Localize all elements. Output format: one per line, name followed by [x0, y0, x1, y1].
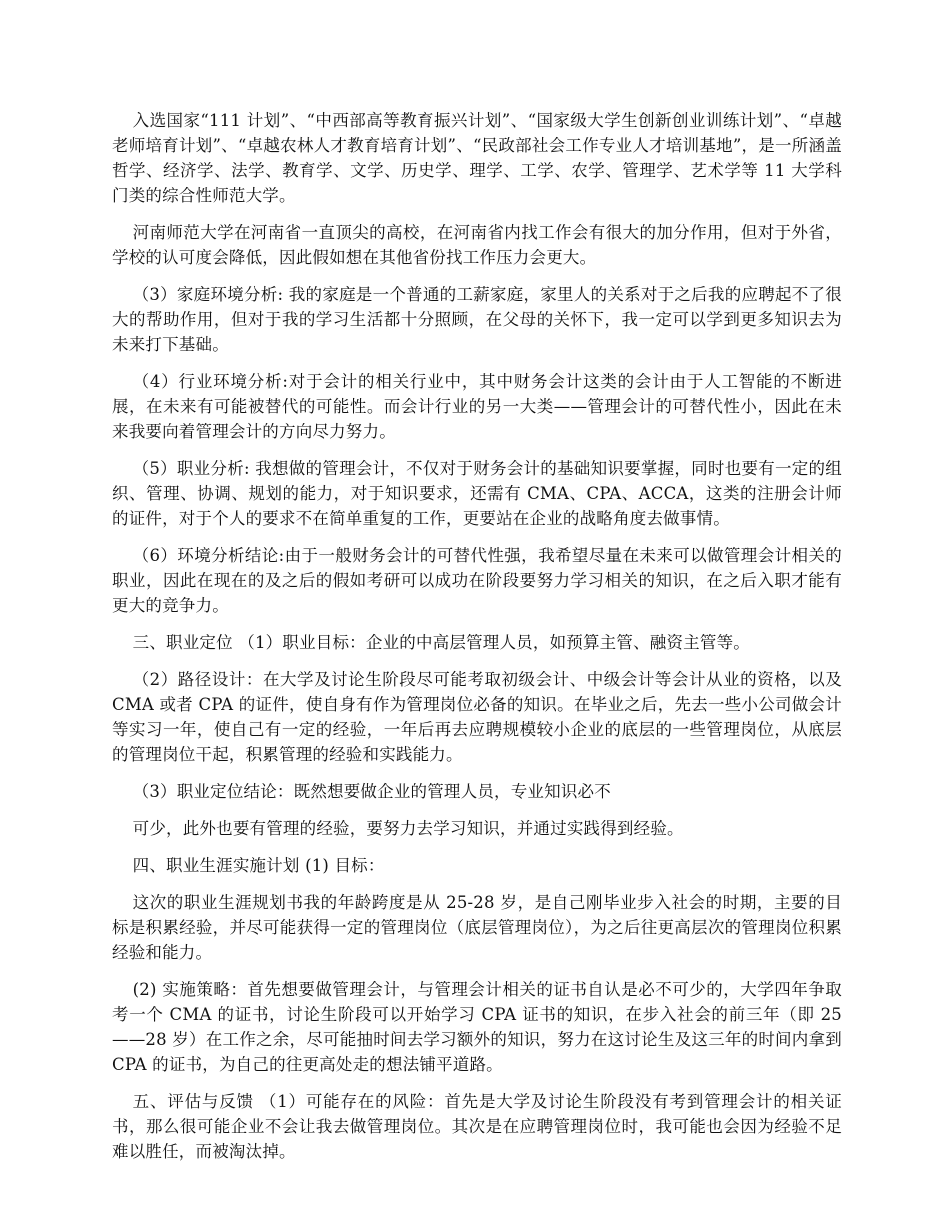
paragraph-path-design: （2）路径设计：在大学及讨论生阶段尽可能考取初级会计、中级会计等会计从业的资格，以及 CMA 或者 CPA 的证件，使自身有作为管理岗位必备的知识。在毕业之后，先去一些小公司做会计等实习一年，使自己有一定的经验，一年后再去应聘规模较小企业的底层的一些管理岗位，从底层的管理岗位干起，积累管理的经验和实践能力。 — [112, 670, 842, 764]
paragraph-school-intro: 入选国家“111 计划”、“中西部高等教育振兴计划”、“国家级大学生创新创业训练计划”、“卓越老师培育计划”、“卓越农林人才教育培育计划”、“民政部社会工作专业人才培训基地”，是一所涵盖哲学、经济学、法学、教育学、文学、历史学、理学、工学、农学、管理学、艺术学等 11 大学科门类的综合性师范大学。 — [112, 111, 842, 205]
paragraph-career-analysis: （5）职业分析: 我想做的管理会计，不仅对于财务会计的基础知识要掌握，同时也要有一定的组织、管理、协调、规划的能力，对于知识要求，还需有 CMA、CPA、ACCA，这类的注册会计师的证件，对于个人的要求不在简单重复的工作，更要站在企业的战略角度去做事情。 — [112, 459, 842, 528]
document-body — [112, 108, 842, 1176]
paragraph-industry-analysis: （4）行业环境分析:对于会计的相关行业中，其中财务会计这类的会计由于人工智能的不断进展，在未来有可能被替代的可能性。而会计行业的另一大类——管理会计的可替代性小，因此在未来我要向着管理会计的方向尽力努力。 — [112, 372, 842, 441]
paragraph-positioning-conclusion: （3）职业定位结论：既然想要做企业的管理人员，专业知识必不 — [132, 782, 611, 801]
paragraph-environment-conclusion: （6）环境分析结论:由于一般财务会计的可替代性强，我希望尽量在未来可以做管理会计相关的职业，因此在现在的及之后的假如考研可以成功在阶段要努力学习相关的知识，在之后入职才能有更大的竞争力。 — [112, 546, 842, 615]
paragraph-plan-heading: 四、职业生涯实施计划 (1) 目标： — [132, 856, 385, 875]
paragraph-evaluation-feedback: 五、评估与反馈 （1）可能存在的风险：首先是大学及讨论生阶段没有考到管理会计的相关证书，那么很可能企业不会让我去做管理岗位。其次是在应聘管理岗位时，我可能也会因为经验不足难以胜任，而被淘汰掉。 — [112, 1092, 842, 1161]
paragraph-plan-goal: 这次的职业生涯规划书我的年龄跨度是从 25-28 岁，是自己刚毕业步入社会的时期，主要的目标是积累经验，并尽可能获得一定的管理岗位（底层管理岗位），为之后往更高层次的管理岗位积累经验和能力。 — [112, 893, 842, 962]
paragraph-school-evaluation: 河南师范大学在河南省一直顶尖的高校，在河南省内找工作会有很大的加分作用，但对于外省，学校的认可度会降低，因此假如想在其他省份找工作压力会更大。 — [112, 223, 842, 267]
paragraph-positioning-conclusion-cont: 可少，此外也要有管理的经验，要努力去学习知识，并通过实践得到经验。 — [132, 819, 684, 838]
paragraph-family-analysis: （3）家庭环境分析: 我的家庭是一个普通的工薪家庭，家里人的关系对于之后我的应聘起不了很大的帮助作用，但对于我的学习生活都十分照顾，在父母的关怀下，我一定可以学到更多知识去为未来打下基础。 — [112, 285, 842, 354]
paragraph-career-positioning: 三、职业定位 （1）职业目标：企业的中高层管理人员，如预算主管、融资主管等。 — [132, 633, 750, 652]
paragraph-plan-strategy: (2) 实施策略：首先想要做管理会计，与管理会计相关的证书自认是必不可少的，大学四年争取考一个 CMA 的证书，讨论生阶段可以开始学习 CPA 证书的知识，在步入社会的前三年（即 25——28 岁）在工作之余，尽可能抽时间去学习额外的知识，努力在这讨论生及这三年的时间内拿到 CPA 的证书，为自己的往更高处走的想法铺平道路。 — [112, 980, 842, 1074]
